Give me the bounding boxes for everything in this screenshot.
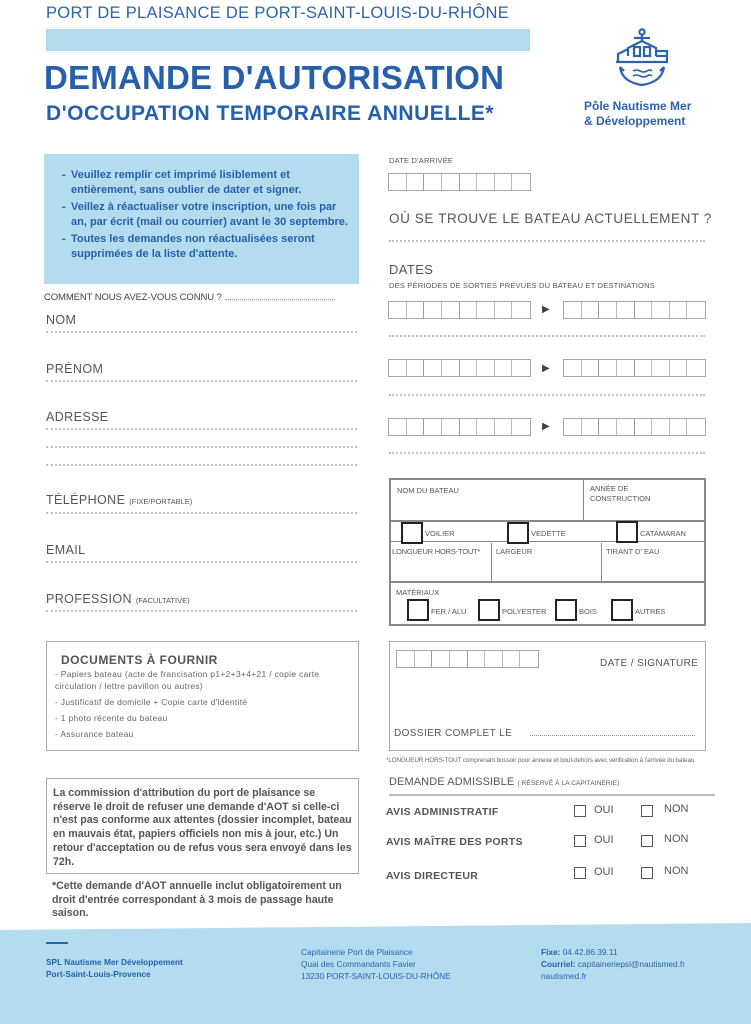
fer-alu-label: FER / ALU: [431, 607, 467, 616]
period-1-destination-line[interactable]: [389, 335, 705, 337]
avis-maitre-ports-oui-checkbox[interactable]: [574, 835, 586, 847]
adresse-label: ADRESSE: [46, 410, 109, 424]
oui-label: OUI: [594, 834, 614, 846]
how-known-label: COMMENT NOUS AVEZ-VOUS CONNU ?: [44, 292, 222, 303]
prenom-label: PRÉNOM: [46, 362, 104, 376]
avis-directeur-non-checkbox[interactable]: [641, 867, 653, 879]
telephone-label-text: TÉLÉPHONE: [46, 493, 126, 507]
voilier-checkbox[interactable]: [401, 522, 423, 544]
email-label: EMAIL: [46, 543, 86, 557]
dates-subtitle: DES PÉRIODES DE SORTIES PRÉVUES DU BATEAU ET DESTINATIONS: [389, 281, 655, 290]
header-band: [46, 29, 530, 51]
prenom-input-line[interactable]: [46, 380, 357, 382]
avis-directeur-label: AVIS DIRECTEUR: [386, 870, 479, 882]
adresse-input-line-3[interactable]: [46, 464, 357, 466]
materials-label: MATÉRIAUX: [396, 588, 440, 597]
vedette-label: VEDETTE: [531, 529, 566, 538]
form-subtitle: D'OCCUPATION TEMPORAIRE ANNUELLE*: [46, 102, 495, 125]
period-3-destination-line[interactable]: [389, 452, 705, 454]
boat-type-row: [391, 522, 704, 542]
instruction-item: [62, 200, 349, 229]
arrow-right-icon: ▶: [542, 363, 550, 374]
bullet-dash: -: [62, 169, 66, 181]
admission-title-note: ( RÉSERVÉ À LA CAPITAINERIE): [517, 780, 620, 787]
documents-box: [46, 641, 359, 751]
instructions-box: [44, 154, 359, 284]
materials-row: [391, 583, 704, 624]
bois-checkbox[interactable]: [555, 599, 577, 621]
profession-input-line[interactable]: [46, 610, 357, 612]
avis-directeur-oui-checkbox[interactable]: [574, 867, 586, 879]
avis-administratif-non-checkbox[interactable]: [641, 805, 653, 817]
construction-year-cell[interactable]: [584, 480, 704, 522]
port-title: PORT DE PLAISANCE DE PORT-SAINT-LOUIS-DU-RHÔNE: [46, 4, 510, 22]
phone-number[interactable]: 04.42.86.39.11: [562, 947, 618, 957]
period-2-destination-line[interactable]: [389, 394, 705, 396]
footer-contact: [541, 946, 685, 982]
arrow-right-icon: ▶: [542, 421, 550, 432]
non-label: NON: [664, 833, 689, 845]
arrival-date-boxes[interactable]: [388, 173, 531, 191]
footer-organization: [46, 956, 183, 980]
period-2-start-boxes[interactable]: [388, 359, 531, 377]
how-known-input[interactable]: [225, 292, 335, 300]
email-input-line[interactable]: [46, 561, 357, 563]
signature-box: [389, 641, 706, 751]
document-item: - Papiers bateau (acte de francisation p1+2+3+4+21 / copie carte circulation / lettre pavillon ou autres): [55, 669, 320, 691]
avis-administratif-label: AVIS ADMINISTRATIF: [386, 806, 499, 818]
catamaran-checkbox[interactable]: [616, 521, 638, 543]
dates-title: DATES: [389, 262, 434, 277]
avis-maitre-ports-non-checkbox[interactable]: [641, 835, 653, 847]
profession-label-text: PROFESSION: [46, 592, 132, 606]
instruction-text: Veuillez remplir cet imprimé lisiblement et entièrement, sans oublier de dater et signer.: [71, 169, 302, 196]
telephone-label: [46, 493, 192, 507]
footer-address-line: Capitainerie Port de Plaisance: [301, 947, 413, 957]
documents-title: DOCUMENTS À FOURNIR: [61, 653, 218, 667]
profession-note: (FACULTATIVE): [135, 596, 190, 605]
refusal-notice-box: [46, 778, 359, 874]
nom-label: NOM: [46, 313, 77, 327]
footer-org-location: Port-Saint-Louis-Provence: [46, 969, 151, 979]
footer-address-line: Quai des Commandants Favier: [301, 959, 416, 969]
phone-label: Fixe:: [541, 947, 561, 957]
organization-logo-text: [584, 99, 691, 129]
dossier-complete-label: DOSSIER COMPLET LE: [394, 728, 513, 739]
admission-title: [389, 776, 619, 788]
website-link[interactable]: nautismed.fr: [541, 971, 587, 981]
boat-location-question: OÙ SE TROUVE LE BATEAU ACTUELLEMENT ?: [389, 211, 713, 226]
telephone-input-line[interactable]: [46, 512, 357, 514]
logo-line-2: & Développement: [584, 114, 686, 128]
draft-label: TIRANT D' EAU: [606, 547, 660, 556]
email-label-footer: Courriel:: [541, 959, 576, 969]
length-cell[interactable]: [391, 543, 492, 583]
avis-administratif-oui-checkbox[interactable]: [574, 805, 586, 817]
adresse-input-line-1[interactable]: [46, 428, 357, 430]
period-3-start-boxes[interactable]: [388, 418, 531, 436]
footer-accent-dash: [46, 942, 68, 944]
polyester-label: POLYESTER: [502, 607, 547, 616]
boat-name-label: NOM DU BATEAU: [397, 486, 459, 495]
arrival-date-label: DATE D'ARRIVÉE: [389, 156, 454, 165]
arrow-right-icon: ▶: [542, 304, 550, 315]
document-item: - 1 photo récente du bateau: [55, 712, 168, 723]
width-cell[interactable]: [492, 543, 602, 583]
telephone-note: (FIXE/PORTABLE): [129, 497, 193, 506]
non-label: NON: [664, 803, 689, 815]
document-item: - Justificatif de domicile + Copie carte d'identité: [55, 696, 248, 707]
bois-label: BOIS: [579, 607, 597, 616]
period-2-end-boxes[interactable]: [563, 359, 706, 377]
instruction-text: Veillez à réactualiser votre inscription, une fois par an, par écrit (mail ou courrier) avant le 30 septembre.: [71, 201, 348, 228]
period-1-end-boxes[interactable]: [563, 301, 706, 319]
refusal-notice-text: La commission d'attribution du port de plaisance se réserve le droit de refuser une demande d'AOT si celle-ci n'est pas conforme aux attentes (dossier incomplet, bateau en mauvais état, papiers officiels non mis à jour, etc.) Un retour d'acceptation ou de refus vous sera envoyé dans les 72h.: [53, 787, 352, 868]
period-3-end-boxes[interactable]: [563, 418, 706, 436]
footer-org-name: SPL Nautisme Mer Développement: [46, 957, 183, 967]
instruction-text: Toutes les demandes non réactualisées seront supprimées de la liste d'attente.: [71, 233, 315, 260]
draft-cell[interactable]: [602, 543, 704, 583]
length-label: LONGUEUR HORS-TOUT*: [392, 547, 481, 556]
boat-location-input-line[interactable]: [389, 240, 705, 242]
dossier-complete-input-line[interactable]: [530, 735, 695, 736]
profession-label: [46, 592, 190, 606]
signature-date-boxes[interactable]: [396, 650, 539, 668]
admission-divider: [389, 794, 715, 796]
footer-address-line: 13230 PORT-SAINT-LOUIS-DU-RHÔNE: [301, 971, 451, 981]
polyester-checkbox[interactable]: [478, 599, 500, 621]
email-link[interactable]: capitaineriepsl@nautismed.fr: [577, 959, 686, 969]
boat-name-cell[interactable]: [391, 480, 584, 522]
fer-alu-checkbox[interactable]: [407, 599, 429, 621]
instruction-item: [62, 168, 349, 197]
bullet-dash: -: [62, 233, 66, 245]
catamaran-label: CATAMARAN: [640, 529, 686, 538]
oui-label: OUI: [594, 866, 614, 878]
document-item: - Assurance bateau: [55, 728, 134, 739]
non-label: NON: [664, 865, 689, 877]
date-signature-label: DATE / SIGNATURE: [600, 658, 699, 669]
width-label: LARGEUR: [496, 547, 533, 556]
length-footnote: *LONGUEUR HORS-TOUT comprenant bossoir pour annexe et bout-dehors avec vérification à l'arrivée du bateau: [386, 757, 695, 764]
avis-maitre-ports-label: AVIS MAÎTRE DES PORTS: [386, 836, 523, 848]
form-title: DEMANDE D'AUTORISATION: [44, 59, 505, 96]
oui-label: OUI: [594, 804, 614, 816]
anchor-building-logo-icon: [614, 28, 670, 90]
how-known-field[interactable]: [44, 292, 335, 303]
instruction-item: [62, 232, 349, 261]
aot-footnote: *Cette demande d'AOT annuelle inclut obligatoirement un droit d'entrée correspondant à 3 mois de passage haute saison.: [52, 880, 342, 920]
footer-address: [301, 946, 451, 982]
nom-input-line[interactable]: [46, 331, 357, 333]
bullet-dash: -: [62, 201, 66, 213]
autres-label: AUTRES: [635, 607, 666, 616]
period-1-start-boxes[interactable]: [388, 301, 531, 319]
admission-title-text: DEMANDE ADMISSIBLE: [389, 776, 515, 788]
vedette-checkbox[interactable]: [507, 522, 529, 544]
voilier-label: VOILIER: [425, 529, 455, 538]
logo-line-1: Pôle Nautisme Mer: [584, 99, 692, 113]
autres-checkbox[interactable]: [611, 599, 633, 621]
adresse-input-line-2[interactable]: [46, 446, 357, 448]
construction-year-label: ANNÉE DE CONSTRUCTION: [590, 484, 651, 503]
boat-details-grid: [389, 478, 706, 626]
